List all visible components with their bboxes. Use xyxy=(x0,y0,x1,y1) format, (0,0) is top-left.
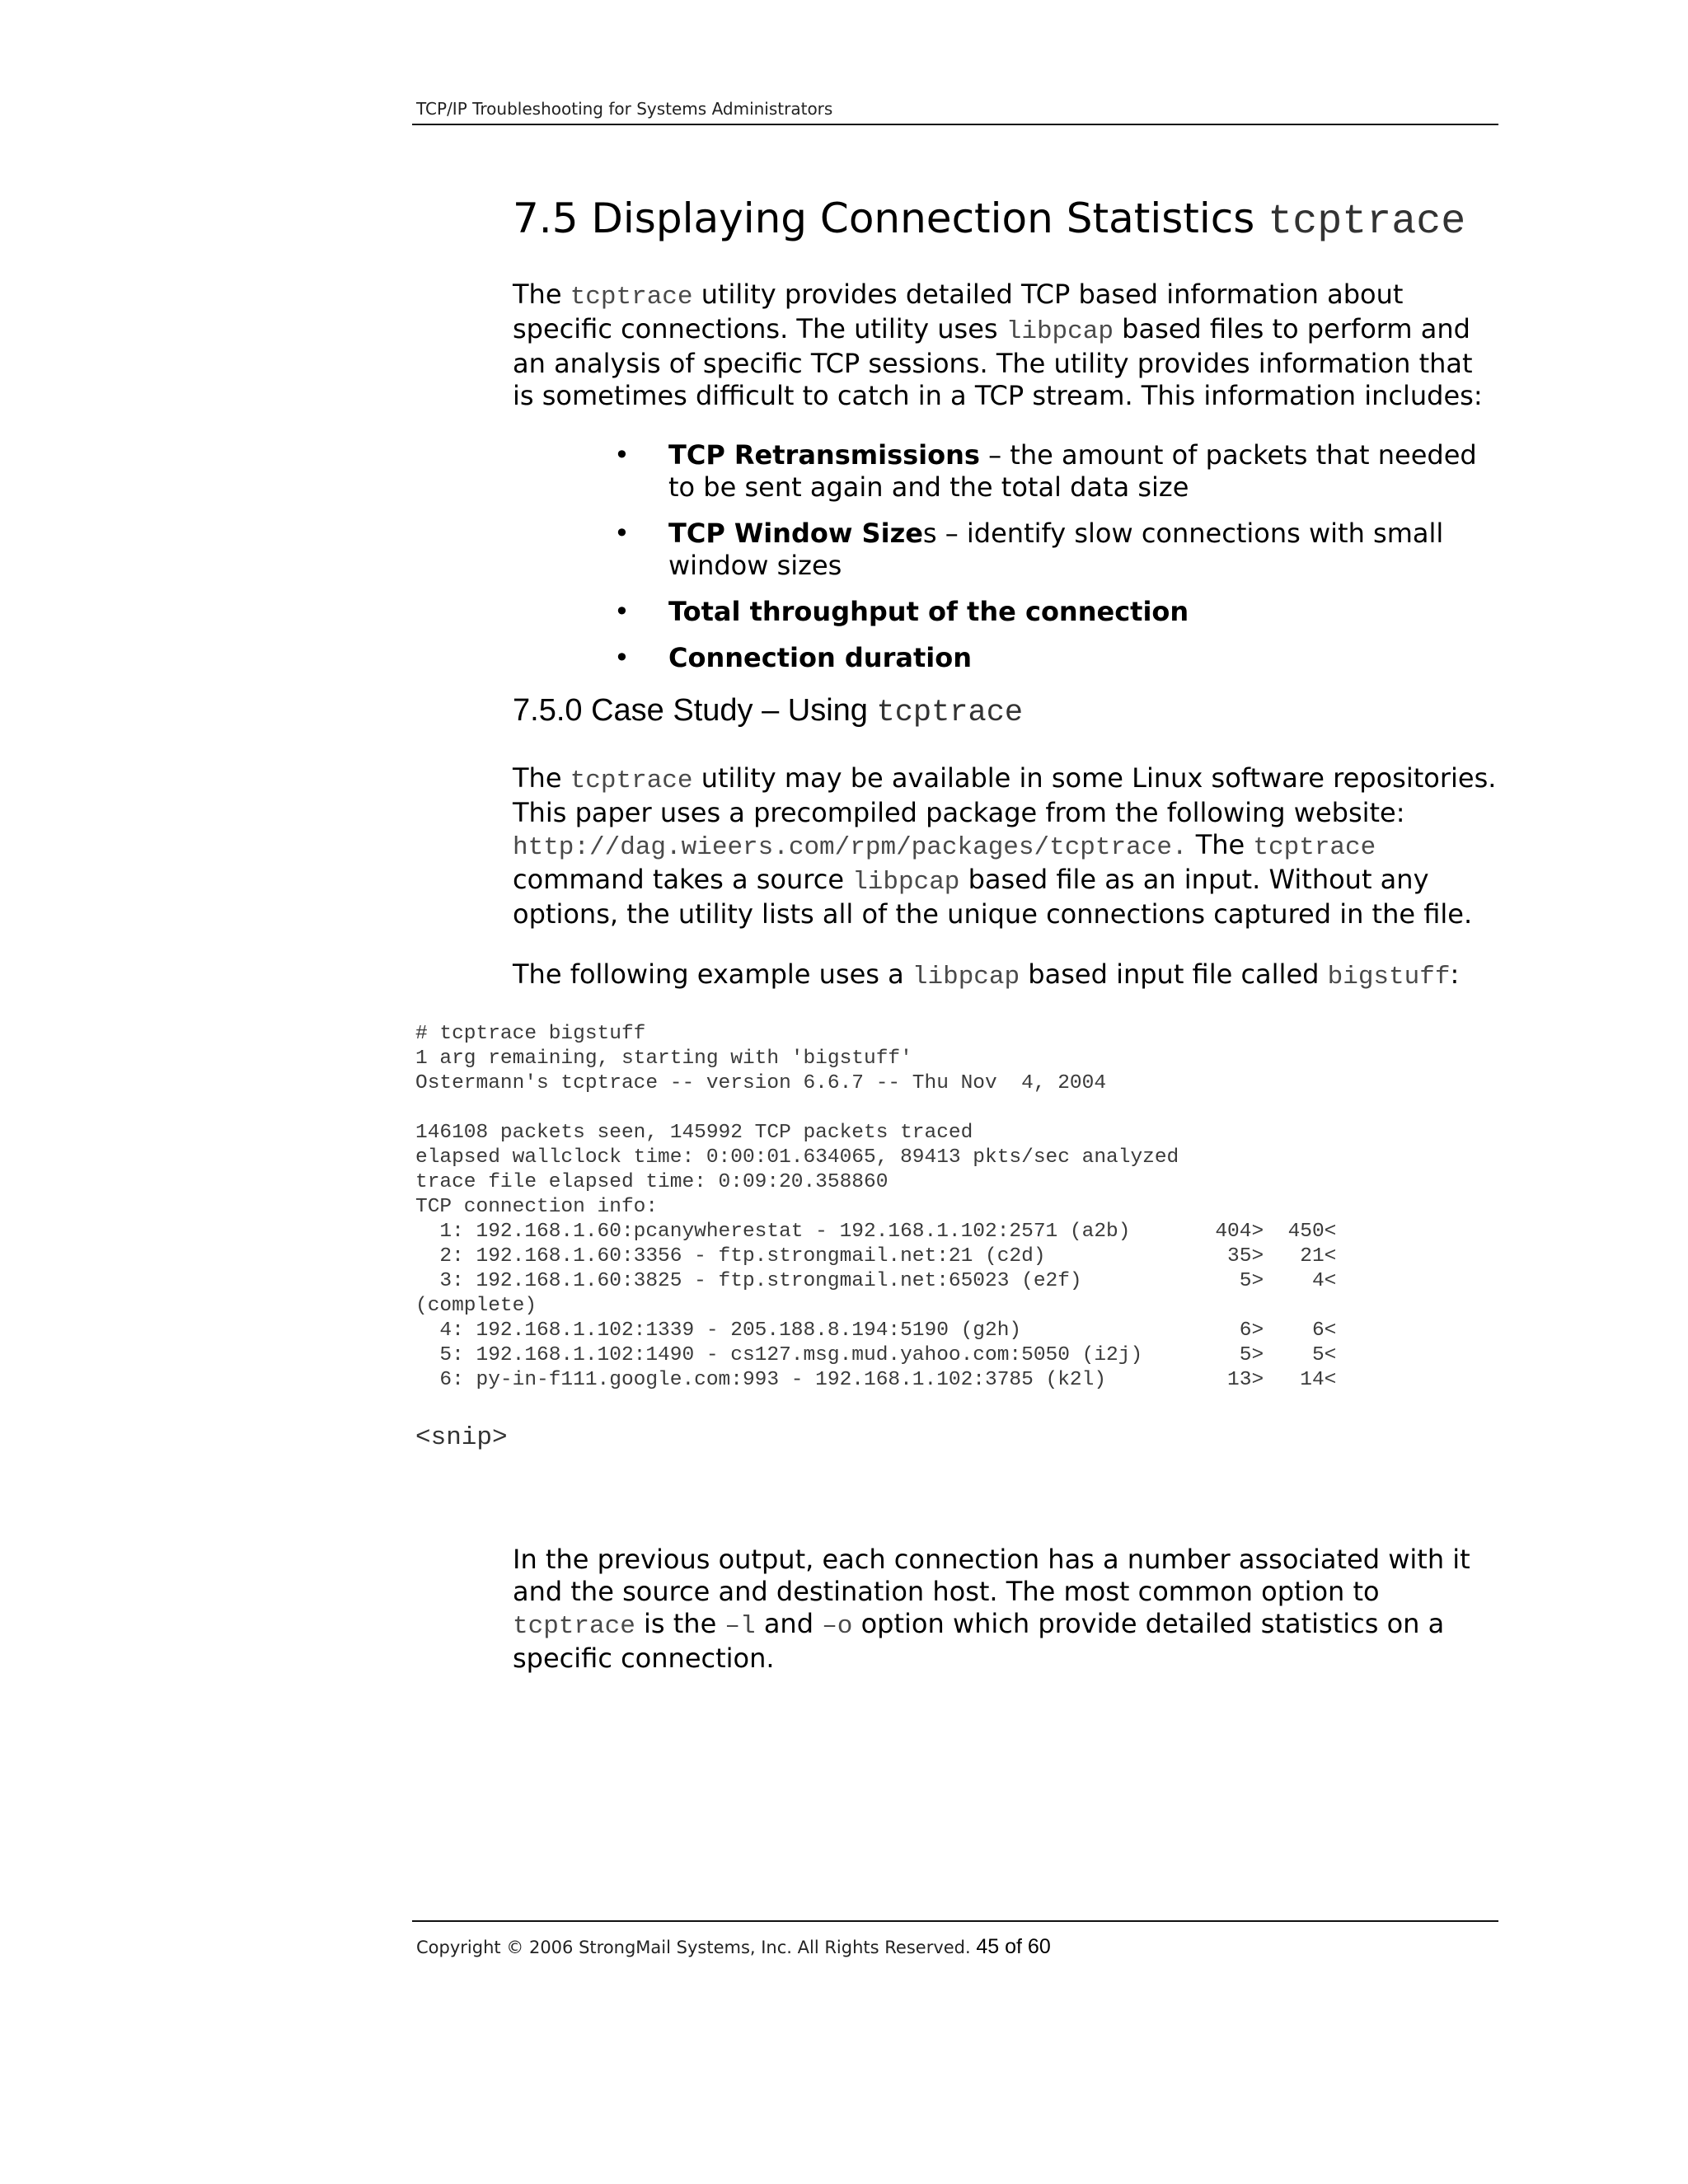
example-code-bigstuff: bigstuff xyxy=(1327,963,1451,991)
subsection-title-text: 7.5.0 Case Study – Using xyxy=(513,693,877,728)
intro-text-3: based files to perform and an analysis of specific TCP sessions. The utility provides information that is sometimes difficult to catch in a TCP stream. This information includes: xyxy=(513,313,1483,411)
bullet-item-bold: TCP Window Size xyxy=(668,518,923,549)
subsection-title xyxy=(513,691,1023,733)
bullet-item-bold: TCP Retransmissions xyxy=(668,439,980,471)
bullet-item xyxy=(614,439,1504,504)
case-url: http://dag.wieers.com/rpm/packages/tcptrace. xyxy=(513,833,1188,862)
bullet-item xyxy=(614,642,1504,674)
page-number: 45 of 60 xyxy=(976,1935,1051,1958)
bullet-item-bold: Total throughput of the connection xyxy=(668,596,1189,627)
case-text-5: based file as an input. Without any options, the utility lists all of the unique connections captured in the file. xyxy=(513,864,1473,930)
bullet-item-text: s – identify slow connections with small window sizes xyxy=(668,518,1444,581)
section-title xyxy=(513,194,1465,247)
case-code-tcptrace-2: tcptrace xyxy=(1253,833,1376,862)
feature-bullet-list xyxy=(614,439,1504,688)
case-text-4: command takes a source xyxy=(513,864,853,895)
bullet-item xyxy=(614,596,1504,628)
bullet-item xyxy=(614,518,1504,582)
after-text-2: is the xyxy=(635,1608,725,1639)
example-text-1: The following example uses a xyxy=(513,958,912,990)
case-text-3: The xyxy=(1187,829,1254,860)
example-text-2: based input file called xyxy=(1020,958,1328,990)
example-text-3: : xyxy=(1450,958,1460,990)
intro-code-libpcap: libpcap xyxy=(1006,317,1114,346)
bullet-dot: • xyxy=(614,642,630,673)
intro-paragraph xyxy=(513,279,1502,412)
case-code-libpcap: libpcap xyxy=(852,868,960,897)
tcptrace-output-code-block: # tcptrace bigstuff 1 arg remaining, starting with 'bigstuff' Ostermann's tcptrace -- version 6.6.7 -- Thu Nov 4, 2004 146108 packets seen, 145992 TCP packets traced elapsed wallclock time: 0:00:01.634065, 89413 pkts/sec analyzed trace file elapsed time: 0:09:20.358860 TCP connection info: 1: 192.168.1.60:pcanywherestat - 192.168.1.102:2571 (a2b) 404> 450< 2: 192.168.1.60:3356 - ftp.strongmail.net:21 (c2d) 35> 21< 3: 192.168.1.60:3825 - ftp.strongmail.net:65023 (e2f) 5> 4< (complete) 4: 192.168.1.102:1339 - 205.188.8.194:5190 (g2h) 6> 6< 5: 192.168.1.102:1490 - cs127.msg.mud.yahoo.com:5050 (i2j) 5> 5< 6: py-in-f111.google.com:993 - 192.168.1.102:3785 (k2l) 13> 14< xyxy=(415,1023,1337,1391)
explanation-paragraph xyxy=(513,1544,1502,1675)
header-rule xyxy=(412,124,1498,125)
case-text-2: utility may be available in some Linux software repositories. This paper uses a precompiled package from the following website: xyxy=(513,762,1497,828)
example-paragraph xyxy=(513,958,1502,993)
bullet-item-bold: Connection duration xyxy=(668,642,972,673)
snip-marker: <snip> xyxy=(415,1423,508,1452)
case-text-1: The xyxy=(513,762,570,794)
after-text-3: and xyxy=(755,1608,823,1639)
bullet-dot: • xyxy=(614,518,630,549)
case-study-paragraph xyxy=(513,762,1502,930)
subsection-title-code: tcptrace xyxy=(876,696,1024,730)
after-code-tcptrace: tcptrace xyxy=(513,1612,635,1641)
after-text-1: In the previous output, each connection has a number associated with it and the source and destination host. The most common option to xyxy=(513,1544,1470,1607)
bullet-item-text: – the amount of packets that needed to be sent again and the total data size xyxy=(668,439,1477,503)
footer-rule xyxy=(412,1920,1498,1922)
bullet-dot: • xyxy=(614,596,630,627)
intro-code-tcptrace: tcptrace xyxy=(570,283,693,312)
after-code-o-option: –o xyxy=(822,1612,853,1641)
intro-text-2: utility provides detailed TCP based information about specific connections. The utility uses xyxy=(513,279,1404,344)
case-code-tcptrace: tcptrace xyxy=(570,766,693,795)
section-title-code: tcptrace xyxy=(1268,199,1466,246)
after-code-l-option: –l xyxy=(724,1612,756,1641)
bullet-dot: • xyxy=(614,439,630,471)
section-title-text: 7.5 Displaying Connection Statistics xyxy=(513,194,1255,242)
footer-copyright: Copyright © 2006 StrongMail Systems, Inc. All Rights Reserved. xyxy=(416,1938,971,1957)
example-code-libpcap: libpcap xyxy=(912,963,1020,991)
after-text-4: option which provide detailed statistics on a specific connection. xyxy=(513,1608,1445,1674)
page-footer xyxy=(416,1935,1051,1959)
running-header: TCP/IP Troubleshooting for Systems Administrators xyxy=(416,99,833,119)
intro-text-1: The xyxy=(513,279,570,310)
